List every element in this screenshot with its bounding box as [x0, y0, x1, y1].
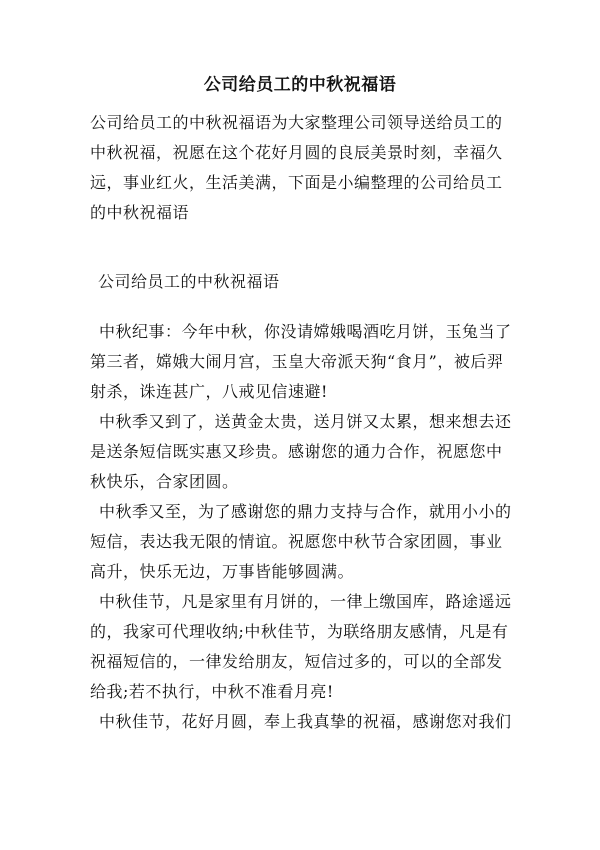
document-title: 公司给员工的中秋祝福语 [203, 75, 397, 95]
section-heading: 公司给员工的中秋祝福语 [98, 272, 280, 291]
message-paragraph: 中秋季又至，为了感谢您的鼎力支持与合作，就用小小的短信，表达我无限的情谊。祝愿您中秋节合家团圆，事业高升，快乐无边，万事皆能够圆满。 [90, 502, 512, 581]
message-list [90, 317, 518, 737]
message-paragraph: 中秋季又到了，送黄金太贵，送月饼又太累，想来想去还是送条短信既实惠又珍贵。感谢您的通力合作，祝愿您中秋快乐，合家团圆。 [90, 412, 512, 491]
intro-paragraph: 公司给员工的中秋祝福语为大家整理公司领导送给员工的中秋祝福，祝愿在这个花好月圆的良辰美景时刻，幸福久远，事业红火，生活美满，下面是小编整理的公司给员工的中秋祝福语 [90, 113, 503, 222]
message-paragraph: 中秋佳节，凡是家里有月饼的，一律上缴国库，路途遥远的，我家可代理收纳;中秋佳节，为联络朋友感情，凡是有祝福短信的，一律发给朋友，短信过多的，可以的全部发给我;若不执行，中秋不准看月亮! [90, 592, 512, 701]
message-paragraph: 中秋佳节，花好月圆，奉上我真挚的祝福，感谢您对我们 [99, 712, 512, 731]
message-paragraph: 中秋纪事：今年中秋，你没请嫦娥喝酒吃月饼，玉兔当了第三者，嫦娥大闹月宫，玉皇大帝派天狗“食月”，被后羿射杀，诛连甚广，八戒见信速避! [90, 322, 512, 401]
